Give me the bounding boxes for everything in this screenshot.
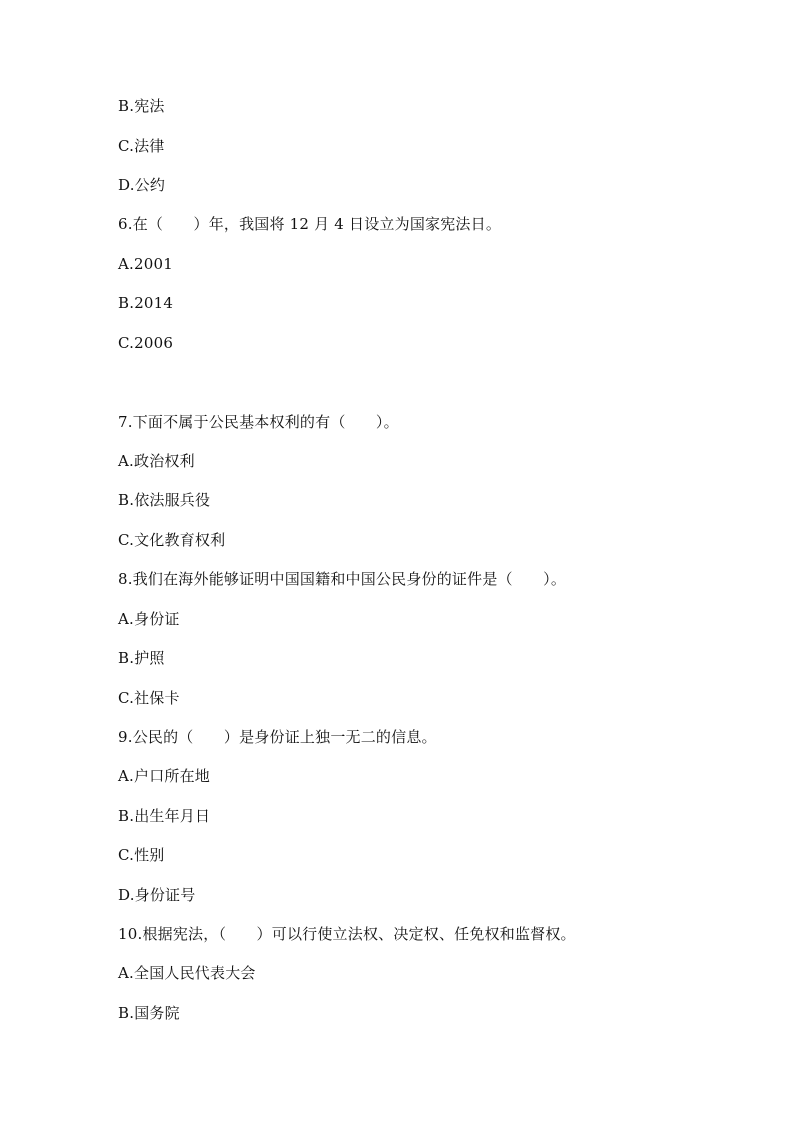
q8-option-a: A.身份证 (118, 610, 180, 628)
q7-option-c: C.文化教育权利 (118, 531, 226, 549)
question-9: 9.公民的（ ）是身份证上独一无二的信息。 (118, 728, 437, 746)
q6-option-a: A.2001 (118, 255, 173, 273)
q7-option-a: A.政治权利 (118, 452, 195, 470)
q10-option-a: A.全国人民代表大会 (118, 964, 256, 982)
question-10: 10.根据宪法，（ ）可以行使立法权、决定权、任免权和监督权。 (118, 925, 576, 943)
q5-option-b: B.宪法 (118, 97, 165, 115)
q9-option-c: C.性别 (118, 846, 165, 864)
q10-option-b: B.国务院 (118, 1004, 180, 1022)
question-7: 7.下面不属于公民基本权利的有（ ）。 (118, 413, 399, 431)
q6-option-c: C.2006 (118, 334, 174, 352)
q9-option-b: B.出生年月日 (118, 807, 211, 825)
q6-option-b: B.2014 (118, 294, 174, 312)
q9-option-d: D.身份证号 (118, 886, 196, 904)
q8-option-c: C.社保卡 (118, 689, 180, 707)
question-6: 6.在（ ）年，我国将 12 月 4 日设立为国家宪法日。 (118, 215, 502, 233)
question-8: 8.我们在海外能够证明中国国籍和中国公民身份的证件是（ ）。 (118, 570, 567, 588)
q7-option-b: B.依法服兵役 (118, 491, 211, 509)
q5-option-d: D.公约 (118, 176, 166, 194)
q9-option-a: A.户口所在地 (118, 767, 211, 785)
q5-option-c: C.法律 (118, 137, 165, 155)
q8-option-b: B.护照 (118, 649, 165, 667)
